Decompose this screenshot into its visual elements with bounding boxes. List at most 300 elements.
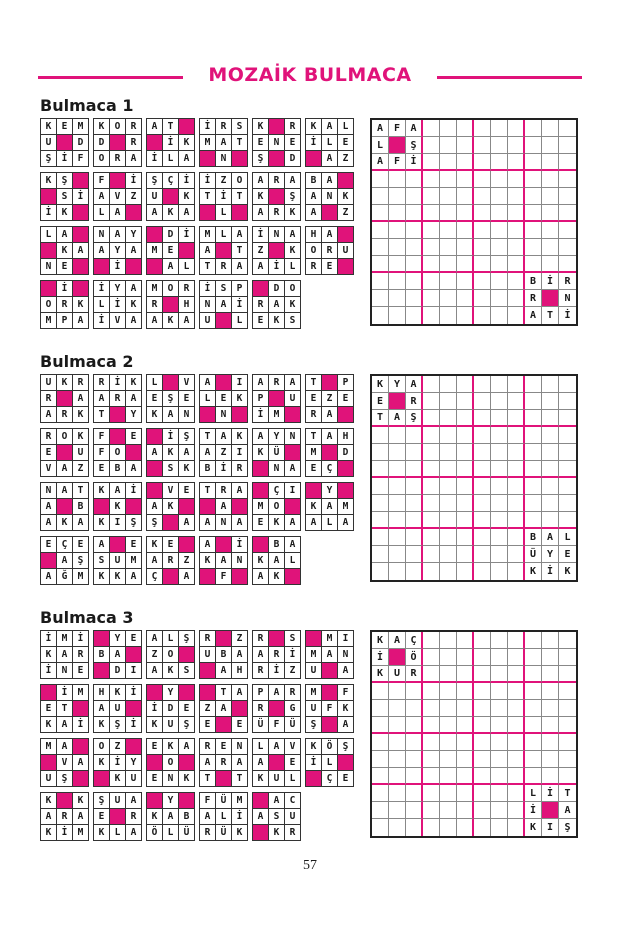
grid-cell[interactable] (440, 649, 457, 666)
grid-cell[interactable] (423, 222, 440, 239)
grid-cell[interactable] (423, 768, 440, 785)
mosaic-piece[interactable] (93, 630, 142, 679)
grid-cell[interactable] (508, 717, 525, 734)
grid-cell[interactable] (559, 478, 576, 495)
grid-cell[interactable] (542, 393, 559, 410)
grid-cell[interactable] (474, 222, 491, 239)
grid-cell[interactable] (474, 273, 491, 290)
grid-cell[interactable] (491, 683, 508, 700)
grid-cell[interactable] (372, 563, 389, 580)
grid-cell[interactable] (542, 768, 559, 785)
grid-cell[interactable] (389, 495, 406, 512)
grid-cell[interactable] (440, 273, 457, 290)
grid-cell[interactable] (457, 222, 474, 239)
mosaic-piece[interactable] (199, 226, 248, 275)
grid-cell[interactable] (559, 410, 576, 427)
grid-cell[interactable] (389, 273, 406, 290)
mosaic-piece[interactable] (305, 684, 354, 733)
grid-cell[interactable] (457, 632, 474, 649)
grid-cell[interactable] (491, 666, 508, 683)
grid-cell[interactable] (457, 563, 474, 580)
grid-cell[interactable] (389, 188, 406, 205)
grid-cell[interactable] (440, 785, 457, 802)
grid-cell[interactable] (542, 239, 559, 256)
mosaic-piece[interactable] (305, 118, 354, 167)
mosaic-piece[interactable] (93, 428, 142, 477)
grid-cell[interactable] (457, 120, 474, 137)
grid-cell[interactable] (406, 717, 423, 734)
grid-cell[interactable] (406, 188, 423, 205)
grid-cell[interactable] (440, 819, 457, 836)
grid-cell[interactable] (508, 154, 525, 171)
grid-cell[interactable] (474, 290, 491, 307)
grid-cell[interactable] (423, 478, 440, 495)
grid-cell[interactable] (474, 717, 491, 734)
grid-cell[interactable] (491, 273, 508, 290)
mosaic-piece[interactable] (146, 536, 195, 585)
mosaic-piece[interactable] (146, 738, 195, 787)
grid-cell[interactable] (525, 632, 542, 649)
grid-cell[interactable] (474, 666, 491, 683)
grid-cell[interactable] (406, 478, 423, 495)
grid-cell[interactable] (474, 239, 491, 256)
grid-cell[interactable] (491, 495, 508, 512)
grid-cell[interactable] (423, 393, 440, 410)
grid-cell[interactable] (542, 222, 559, 239)
mosaic-piece[interactable] (252, 428, 301, 477)
grid-cell[interactable] (457, 683, 474, 700)
grid-cell[interactable] (508, 802, 525, 819)
grid-cell[interactable] (389, 529, 406, 546)
grid-cell[interactable] (542, 205, 559, 222)
grid-cell[interactable] (491, 222, 508, 239)
mosaic-piece[interactable] (199, 792, 248, 841)
grid-cell[interactable] (372, 512, 389, 529)
grid-cell[interactable] (542, 495, 559, 512)
grid-cell[interactable] (440, 717, 457, 734)
grid-cell[interactable] (440, 137, 457, 154)
grid-cell[interactable] (474, 376, 491, 393)
mosaic-piece[interactable] (146, 630, 195, 679)
grid-cell[interactable] (406, 563, 423, 580)
grid-cell[interactable] (423, 154, 440, 171)
grid-cell[interactable] (457, 700, 474, 717)
grid-cell[interactable] (457, 376, 474, 393)
grid-cell[interactable] (559, 495, 576, 512)
grid-cell[interactable] (372, 239, 389, 256)
grid-cell[interactable] (508, 768, 525, 785)
grid-cell[interactable] (508, 529, 525, 546)
grid-cell[interactable] (491, 632, 508, 649)
grid-cell[interactable] (372, 222, 389, 239)
mosaic-piece[interactable] (199, 738, 248, 787)
grid-cell[interactable] (508, 427, 525, 444)
grid-cell[interactable] (542, 137, 559, 154)
grid-cell[interactable] (457, 666, 474, 683)
grid-cell[interactable] (474, 785, 491, 802)
grid-cell[interactable] (474, 444, 491, 461)
grid-cell[interactable] (423, 120, 440, 137)
mosaic-piece[interactable] (93, 374, 142, 423)
grid-cell[interactable] (440, 188, 457, 205)
grid-cell[interactable] (508, 444, 525, 461)
grid-cell[interactable] (474, 154, 491, 171)
grid-cell[interactable] (406, 273, 423, 290)
grid-cell[interactable] (457, 802, 474, 819)
grid-cell[interactable] (372, 478, 389, 495)
grid-cell[interactable] (423, 256, 440, 273)
grid-cell[interactable] (389, 290, 406, 307)
grid-cell[interactable] (389, 734, 406, 751)
grid-cell[interactable] (440, 256, 457, 273)
grid-cell[interactable] (406, 239, 423, 256)
grid-cell[interactable] (542, 751, 559, 768)
grid-cell[interactable] (406, 546, 423, 563)
grid-cell[interactable] (389, 563, 406, 580)
grid-cell[interactable] (423, 512, 440, 529)
grid-cell[interactable] (559, 632, 576, 649)
grid-cell[interactable] (423, 205, 440, 222)
grid-cell[interactable] (491, 393, 508, 410)
grid-cell[interactable] (423, 137, 440, 154)
grid-cell[interactable] (559, 666, 576, 683)
grid-cell[interactable] (423, 563, 440, 580)
grid-cell[interactable] (525, 222, 542, 239)
mosaic-piece[interactable] (146, 792, 195, 841)
grid-cell[interactable] (508, 700, 525, 717)
grid-cell[interactable] (457, 649, 474, 666)
grid-cell[interactable] (474, 546, 491, 563)
mosaic-piece[interactable] (40, 118, 89, 167)
grid-cell[interactable] (508, 171, 525, 188)
grid-cell[interactable] (525, 171, 542, 188)
grid-cell[interactable] (525, 666, 542, 683)
grid-cell[interactable] (508, 734, 525, 751)
grid-cell[interactable] (508, 495, 525, 512)
grid-cell[interactable] (440, 444, 457, 461)
grid-cell[interactable] (406, 290, 423, 307)
grid-cell[interactable] (508, 239, 525, 256)
grid-cell[interactable] (440, 205, 457, 222)
grid-cell[interactable] (542, 171, 559, 188)
grid-cell[interactable] (423, 546, 440, 563)
grid-cell[interactable] (525, 444, 542, 461)
grid-cell[interactable] (457, 273, 474, 290)
grid-cell[interactable] (423, 376, 440, 393)
mosaic-piece[interactable] (199, 684, 248, 733)
grid-cell[interactable] (423, 734, 440, 751)
mosaic-piece[interactable] (252, 280, 301, 329)
grid-cell[interactable] (440, 239, 457, 256)
grid-cell[interactable] (491, 307, 508, 324)
grid-cell[interactable] (372, 495, 389, 512)
grid-cell[interactable] (406, 307, 423, 324)
grid-cell[interactable] (372, 700, 389, 717)
mosaic-piece[interactable] (199, 536, 248, 585)
mosaic-piece[interactable] (199, 630, 248, 679)
grid-cell[interactable] (491, 239, 508, 256)
grid-cell[interactable] (491, 751, 508, 768)
grid-cell[interactable] (508, 785, 525, 802)
grid-cell[interactable] (389, 256, 406, 273)
grid-cell[interactable] (559, 120, 576, 137)
grid-cell[interactable] (440, 734, 457, 751)
grid-cell[interactable] (457, 205, 474, 222)
mosaic-piece[interactable] (93, 172, 142, 221)
grid-cell[interactable] (389, 512, 406, 529)
grid-cell[interactable] (542, 154, 559, 171)
mosaic-piece[interactable] (93, 536, 142, 585)
grid-cell[interactable] (474, 819, 491, 836)
grid-cell[interactable] (491, 444, 508, 461)
grid-cell[interactable] (508, 410, 525, 427)
grid-cell[interactable] (440, 666, 457, 683)
grid-cell[interactable] (406, 427, 423, 444)
grid-cell[interactable] (491, 546, 508, 563)
grid-cell[interactable] (508, 188, 525, 205)
grid-cell[interactable] (474, 802, 491, 819)
grid-cell[interactable] (372, 307, 389, 324)
mosaic-piece[interactable] (252, 118, 301, 167)
grid-cell[interactable] (372, 751, 389, 768)
grid-cell[interactable] (508, 461, 525, 478)
grid-cell[interactable] (542, 120, 559, 137)
mosaic-piece[interactable] (305, 738, 354, 787)
mosaic-piece[interactable] (93, 226, 142, 275)
mosaic-piece[interactable] (305, 226, 354, 275)
grid-cell[interactable] (491, 256, 508, 273)
mosaic-piece[interactable] (40, 226, 89, 275)
grid-cell[interactable] (406, 751, 423, 768)
mosaic-piece[interactable] (40, 536, 89, 585)
grid-cell[interactable] (457, 819, 474, 836)
mosaic-piece[interactable] (199, 482, 248, 531)
mosaic-piece[interactable] (252, 792, 301, 841)
grid-cell[interactable] (508, 478, 525, 495)
grid-cell[interactable] (542, 700, 559, 717)
grid-cell[interactable] (474, 529, 491, 546)
grid-cell[interactable] (542, 478, 559, 495)
grid-cell[interactable] (474, 495, 491, 512)
grid-cell[interactable] (389, 785, 406, 802)
grid-cell[interactable] (372, 802, 389, 819)
mosaic-piece[interactable] (252, 738, 301, 787)
grid-cell[interactable] (440, 427, 457, 444)
grid-cell[interactable] (406, 785, 423, 802)
mosaic-piece[interactable] (252, 536, 301, 585)
grid-cell[interactable] (542, 256, 559, 273)
mosaic-piece[interactable] (40, 482, 89, 531)
grid-cell[interactable] (559, 239, 576, 256)
mosaic-piece[interactable] (305, 428, 354, 477)
grid-cell[interactable] (474, 205, 491, 222)
grid-cell[interactable] (389, 307, 406, 324)
grid-cell[interactable] (508, 512, 525, 529)
grid-cell[interactable] (372, 171, 389, 188)
grid-cell[interactable] (474, 410, 491, 427)
grid-cell[interactable] (474, 768, 491, 785)
grid-cell[interactable] (372, 444, 389, 461)
grid-cell[interactable] (457, 427, 474, 444)
grid-cell[interactable] (525, 512, 542, 529)
grid-cell[interactable] (406, 512, 423, 529)
grid-cell[interactable] (389, 171, 406, 188)
grid-cell[interactable] (406, 444, 423, 461)
grid-cell[interactable] (406, 700, 423, 717)
grid-cell[interactable] (559, 768, 576, 785)
grid-cell[interactable] (457, 137, 474, 154)
mosaic-piece[interactable] (252, 374, 301, 423)
grid-cell[interactable] (559, 256, 576, 273)
grid-cell[interactable] (457, 188, 474, 205)
grid-cell[interactable] (440, 376, 457, 393)
mosaic-piece[interactable] (305, 630, 354, 679)
grid-cell[interactable] (525, 717, 542, 734)
grid-cell[interactable] (525, 649, 542, 666)
grid-cell[interactable] (491, 529, 508, 546)
grid-cell[interactable] (525, 427, 542, 444)
grid-cell[interactable] (559, 734, 576, 751)
grid-cell[interactable] (491, 410, 508, 427)
grid-cell[interactable] (491, 717, 508, 734)
grid-cell[interactable] (372, 290, 389, 307)
mosaic-piece[interactable] (146, 428, 195, 477)
mosaic-piece[interactable] (199, 172, 248, 221)
mosaic-piece[interactable] (146, 374, 195, 423)
grid-cell[interactable] (474, 649, 491, 666)
mosaic-piece[interactable] (146, 118, 195, 167)
mosaic-piece[interactable] (305, 482, 354, 531)
grid-cell[interactable] (440, 120, 457, 137)
grid-cell[interactable] (423, 700, 440, 717)
grid-cell[interactable] (508, 205, 525, 222)
grid-cell[interactable] (440, 171, 457, 188)
grid-cell[interactable] (542, 632, 559, 649)
grid-cell[interactable] (542, 444, 559, 461)
grid-cell[interactable] (440, 751, 457, 768)
grid-cell[interactable] (457, 239, 474, 256)
grid-cell[interactable] (525, 137, 542, 154)
grid-cell[interactable] (423, 188, 440, 205)
grid-cell[interactable] (372, 529, 389, 546)
grid-cell[interactable] (525, 256, 542, 273)
mosaic-piece[interactable] (146, 280, 195, 329)
grid-cell[interactable] (474, 461, 491, 478)
grid-cell[interactable] (457, 307, 474, 324)
mosaic-piece[interactable] (93, 792, 142, 841)
grid-cell[interactable] (525, 683, 542, 700)
grid-cell[interactable] (389, 239, 406, 256)
grid-cell[interactable] (542, 666, 559, 683)
grid-cell[interactable] (457, 478, 474, 495)
grid-cell[interactable] (508, 120, 525, 137)
grid-cell[interactable] (372, 768, 389, 785)
grid-cell[interactable] (525, 768, 542, 785)
grid-cell[interactable] (406, 171, 423, 188)
grid-cell[interactable] (457, 461, 474, 478)
grid-cell[interactable] (372, 683, 389, 700)
grid-cell[interactable] (440, 768, 457, 785)
grid-cell[interactable] (457, 529, 474, 546)
grid-cell[interactable] (423, 632, 440, 649)
grid-cell[interactable] (406, 461, 423, 478)
grid-cell[interactable] (474, 256, 491, 273)
grid-cell[interactable] (474, 512, 491, 529)
grid-cell[interactable] (474, 188, 491, 205)
grid-cell[interactable] (525, 751, 542, 768)
grid-cell[interactable] (389, 478, 406, 495)
grid-cell[interactable] (372, 461, 389, 478)
grid-cell[interactable] (474, 683, 491, 700)
grid-cell[interactable] (491, 120, 508, 137)
grid-cell[interactable] (423, 819, 440, 836)
grid-cell[interactable] (491, 427, 508, 444)
grid-cell[interactable] (508, 683, 525, 700)
grid-cell[interactable] (474, 120, 491, 137)
grid-cell[interactable] (423, 751, 440, 768)
mosaic-piece[interactable] (199, 280, 248, 329)
grid-cell[interactable] (372, 256, 389, 273)
grid-cell[interactable] (457, 393, 474, 410)
mosaic-piece[interactable] (40, 738, 89, 787)
grid-cell[interactable] (423, 410, 440, 427)
grid-cell[interactable] (542, 683, 559, 700)
grid-cell[interactable] (559, 751, 576, 768)
mosaic-piece[interactable] (305, 172, 354, 221)
grid-cell[interactable] (559, 427, 576, 444)
grid-cell[interactable] (440, 632, 457, 649)
grid-cell[interactable] (474, 563, 491, 580)
grid-cell[interactable] (508, 256, 525, 273)
mosaic-piece[interactable] (93, 684, 142, 733)
grid-cell[interactable] (389, 768, 406, 785)
grid-cell[interactable] (542, 512, 559, 529)
grid-cell[interactable] (491, 137, 508, 154)
grid-cell[interactable] (423, 785, 440, 802)
grid-cell[interactable] (474, 751, 491, 768)
grid-cell[interactable] (457, 290, 474, 307)
grid-cell[interactable] (389, 802, 406, 819)
mosaic-piece[interactable] (40, 374, 89, 423)
grid-cell[interactable] (389, 683, 406, 700)
grid-cell[interactable] (559, 683, 576, 700)
mosaic-piece[interactable] (199, 428, 248, 477)
grid-cell[interactable] (389, 461, 406, 478)
grid-cell[interactable] (406, 495, 423, 512)
grid-cell[interactable] (542, 410, 559, 427)
grid-cell[interactable] (423, 171, 440, 188)
mosaic-piece[interactable] (146, 172, 195, 221)
mosaic-piece[interactable] (40, 280, 89, 329)
grid-cell[interactable] (491, 649, 508, 666)
grid-cell[interactable] (491, 785, 508, 802)
grid-cell[interactable] (457, 171, 474, 188)
grid-cell[interactable] (406, 734, 423, 751)
grid-cell[interactable] (525, 239, 542, 256)
mosaic-piece[interactable] (252, 172, 301, 221)
grid-cell[interactable] (389, 819, 406, 836)
grid-cell[interactable] (423, 649, 440, 666)
grid-cell[interactable] (559, 137, 576, 154)
grid-cell[interactable] (457, 495, 474, 512)
mosaic-piece[interactable] (93, 482, 142, 531)
grid-cell[interactable] (389, 546, 406, 563)
grid-cell[interactable] (423, 444, 440, 461)
grid-cell[interactable] (457, 410, 474, 427)
grid-cell[interactable] (542, 188, 559, 205)
grid-cell[interactable] (508, 632, 525, 649)
grid-cell[interactable] (525, 410, 542, 427)
